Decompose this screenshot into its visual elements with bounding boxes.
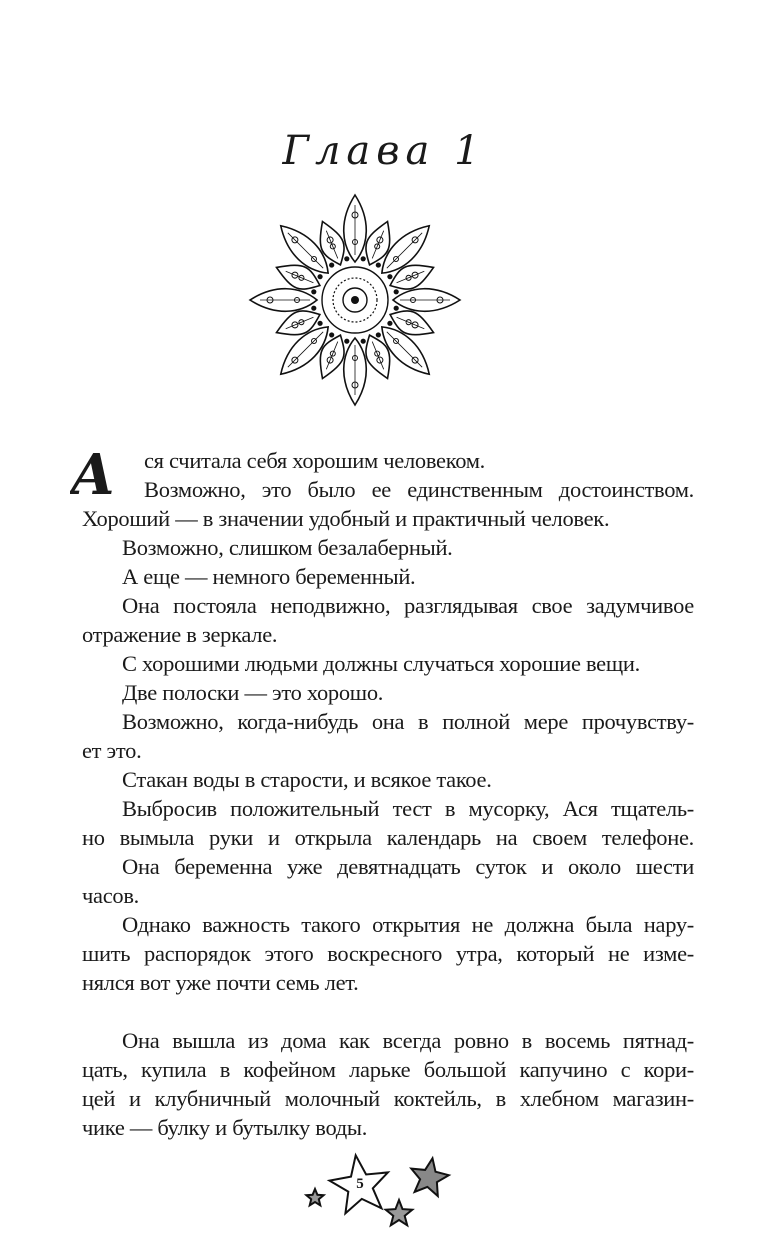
mandala-petal bbox=[344, 338, 367, 405]
text-line: чике — булку и бутылку воды. bbox=[82, 1115, 368, 1140]
text-line: Возможно, когда-нибудь она в полной мере прочувству- bbox=[122, 709, 694, 734]
mandala-petal bbox=[250, 289, 317, 312]
text-line: нялся вот уже почти семь лет. bbox=[82, 970, 359, 995]
dotted-star bbox=[411, 1158, 449, 1196]
text-line: А еще — немного беременный. bbox=[122, 564, 416, 589]
text-line: шить распорядок этого воскресного утра, который не изме- bbox=[82, 941, 694, 966]
text-line: Однако важность такого открытия не должна была нару- bbox=[122, 912, 694, 937]
text-line: Она постояла неподвижно, разглядывая свое задумчивое bbox=[122, 593, 694, 618]
text-line: Стакан воды в старости, и всякое такое. bbox=[122, 767, 492, 792]
text-line: Она вышла из дома как всегда ровно в восемь пятнад- bbox=[122, 1028, 694, 1053]
small-star bbox=[306, 1189, 323, 1205]
mandala-petal bbox=[344, 195, 367, 262]
text-line: Выбросив положительный тест в мусорку, Ася тщатель- bbox=[122, 796, 694, 821]
text-line: Возможно, это было ее единственным достоинством. bbox=[144, 477, 694, 502]
dotted-star bbox=[386, 1200, 413, 1225]
text-line: ся считала себя хорошим человеком. bbox=[144, 448, 486, 473]
page-number: 5 bbox=[356, 1176, 364, 1192]
text-line: часов. bbox=[82, 883, 139, 908]
text-line: Возможно, слишком безалаберный. bbox=[122, 535, 453, 560]
text-line: цать, купила в кофейном ларьке большой капучино с кори- bbox=[82, 1057, 694, 1082]
stars-ornament-icon bbox=[300, 1152, 460, 1232]
text-line: Хороший — в значении удобный и практичный человек. bbox=[82, 506, 610, 531]
mandala-petal bbox=[393, 289, 460, 312]
mandala-ornament-icon bbox=[245, 190, 465, 410]
text-line: отражение в зеркале. bbox=[82, 622, 278, 647]
drop-cap: А bbox=[70, 446, 116, 504]
chapter-title: Глава 1 bbox=[282, 128, 486, 174]
body-text bbox=[82, 446, 694, 1142]
text-line: но вымыла руки и открыла календарь на своем телефоне. bbox=[82, 825, 694, 850]
text-line: ет это. bbox=[82, 738, 142, 763]
text-line: цей и клубничный молочный коктейль, в хлебном магазин- bbox=[82, 1086, 694, 1111]
text-line: Две полоски — это хорошо. bbox=[122, 680, 384, 705]
text-line: С хорошими людьми должны случаться хорошие вещи. bbox=[122, 651, 640, 676]
text-line: Она беременна уже девятнадцать суток и около шести bbox=[122, 854, 694, 879]
